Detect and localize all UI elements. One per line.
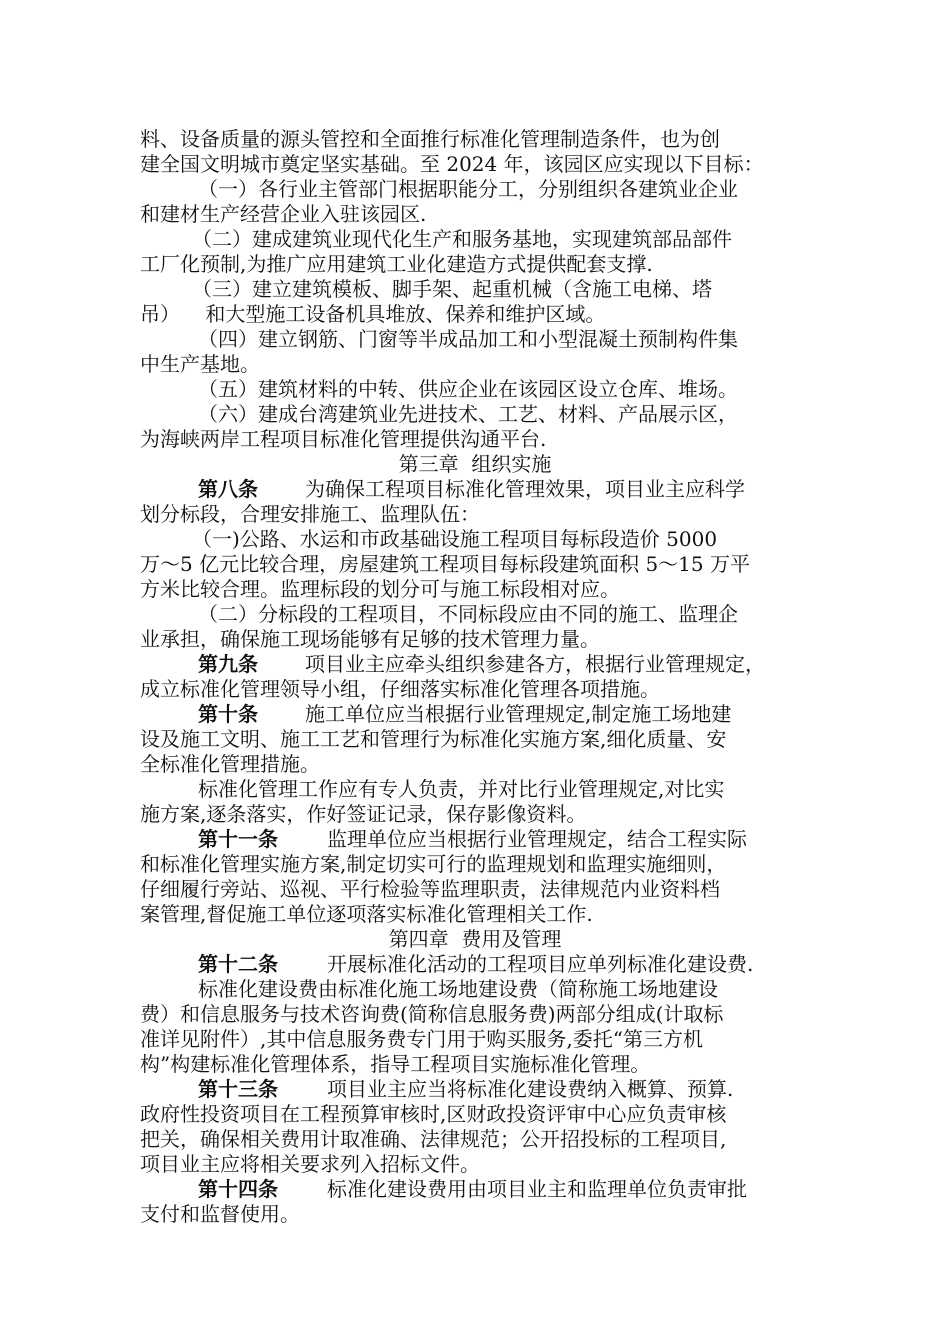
text-line: 设及施工文明、施工工艺和管理行为标准化实施方案,细化质量、安: [140, 727, 727, 751]
text-line: 吊） 和大型施工设备机具堆放、保养和维护区域。: [140, 302, 606, 326]
text-line: （六）建成台湾建筑业先进技术、工艺、材料、产品展示区，: [198, 402, 738, 426]
text-line: 项目业主应当将标准化建设费纳入概算、预算.: [327, 1077, 734, 1101]
text-line: （五）建筑材料的中转、供应企业在该园区设立仓库、堆场。: [198, 377, 738, 401]
article-label: 第十二条: [198, 952, 278, 976]
text-line: 和标准化管理实施方案,制定切实可行的监理规划和监理实施细则，: [140, 852, 727, 876]
text-line: 项目业主应将相关要求列入招标文件。: [140, 1152, 480, 1176]
text-line: 标准化建设费用由项目业主和监理单位负责审批: [327, 1177, 747, 1201]
text-line: （三）建立建筑模板、脚手架、起重机械（含施工电梯、塔: [192, 277, 712, 301]
text-line: 为确保工程项目标准化管理效果，项目业主应科学: [305, 477, 745, 501]
chapter-heading: 第四章 费用及管理: [388, 927, 562, 951]
text-line: 仔细履行旁站、巡视、平行检验等监理职责，法律规范内业资料档: [140, 877, 720, 901]
text-line: （二）建成建筑业现代化生产和服务基地，实现建筑部品部件: [192, 227, 732, 251]
text-line: （一）各行业主管部门根据职能分工，分别组织各建筑业企业: [198, 177, 738, 201]
article-label: 第十条: [198, 702, 258, 726]
text-line: （一)公路、水运和市政基础设施工程项目每标段造价 5000: [192, 527, 718, 551]
text-line: 施工单位应当根据行业管理规定,制定施工场地建: [305, 702, 732, 726]
text-line: 业承担，确保施工现场能够有足够的技术管理力量。: [140, 627, 600, 651]
text-line: 把关，确保相关费用计取准确、法律规范；公开招投标的工程项目,: [140, 1127, 727, 1151]
text-line: 建全国文明城市奠定坚实基础。至 2024 年，该园区应实现以下目标：: [140, 152, 764, 176]
text-line: 万～5 亿元比较合理，房屋建筑工程项目每标段建筑面积 5～15 万平: [140, 552, 750, 576]
text-line: 标准化管理工作应有专人负责，并对比行业管理规定,对比实: [198, 777, 725, 801]
text-line: 中生产基地。: [140, 352, 260, 376]
article-label: 第十四条: [198, 1177, 278, 1201]
text-line: 构”构建标准化管理体系，指导工程项目实施标准化管理。: [140, 1052, 651, 1076]
text-line: 支付和监督使用。: [140, 1202, 300, 1226]
text-line: 和建材生产经营企业入驻该园区.: [140, 202, 427, 226]
text-line: 准详见附件）,其中信息服务费专门用于购买服务,委托“第三方机: [140, 1027, 703, 1051]
text-line: 施方案,逐条落实，作好签证记录，保存影像资料。: [140, 802, 587, 826]
text-line: （二）分标段的工程项目，不同标段应由不同的施工、监理企: [198, 602, 738, 626]
article-label: 第十一条: [198, 827, 278, 851]
text-line: （四）建立钢筋、门窗等半成品加工和小型混凝土预制构件集: [198, 327, 738, 351]
article-label: 第九条: [198, 652, 258, 676]
text-line: 成立标准化管理领导小组，仔细落实标准化管理各项措施。: [140, 677, 660, 701]
chapter-heading: 第三章 组织实施: [398, 452, 552, 476]
text-line: 全标准化管理措施。: [140, 752, 320, 776]
text-line: 方米比较合理。监理标段的划分可与施工标段相对应。: [140, 577, 620, 601]
text-line: 费）和信息服务与技术咨询费(简称信息服务费)两部分组成(计取标: [140, 1002, 724, 1026]
text-line: 料、设备质量的源头管控和全面推行标准化管理制造条件，也为创: [140, 127, 720, 151]
text-line: 案管理,督促施工单位逐项落实标准化管理相关工作.: [140, 902, 593, 926]
article-label: 第十三条: [198, 1077, 278, 1101]
article-label: 第八条: [198, 477, 258, 501]
text-line: 工厂化预制,为推广应用建筑工业化建造方式提供配套支撑.: [140, 252, 653, 276]
text-line: 为海峡两岸工程项目标准化管理提供沟通平台.: [140, 427, 547, 451]
text-line: 开展标准化活动的工程项目应单列标准化建设费.: [327, 952, 754, 976]
text-line: 政府性投资项目在工程预算审核时,区财政投资评审中心应负责审核: [140, 1102, 727, 1126]
text-line: 监理单位应当根据行业管理规定，结合工程实际: [327, 827, 747, 851]
text-line: 标准化建设费由标准化施工场地建设费（简称施工场地建设: [198, 977, 718, 1001]
text-line: 划分标段，合理安排施工、监理队伍：: [140, 502, 480, 526]
text-line: 项目业主应牵头组织参建各方，根据行业管理规定，: [305, 652, 765, 676]
